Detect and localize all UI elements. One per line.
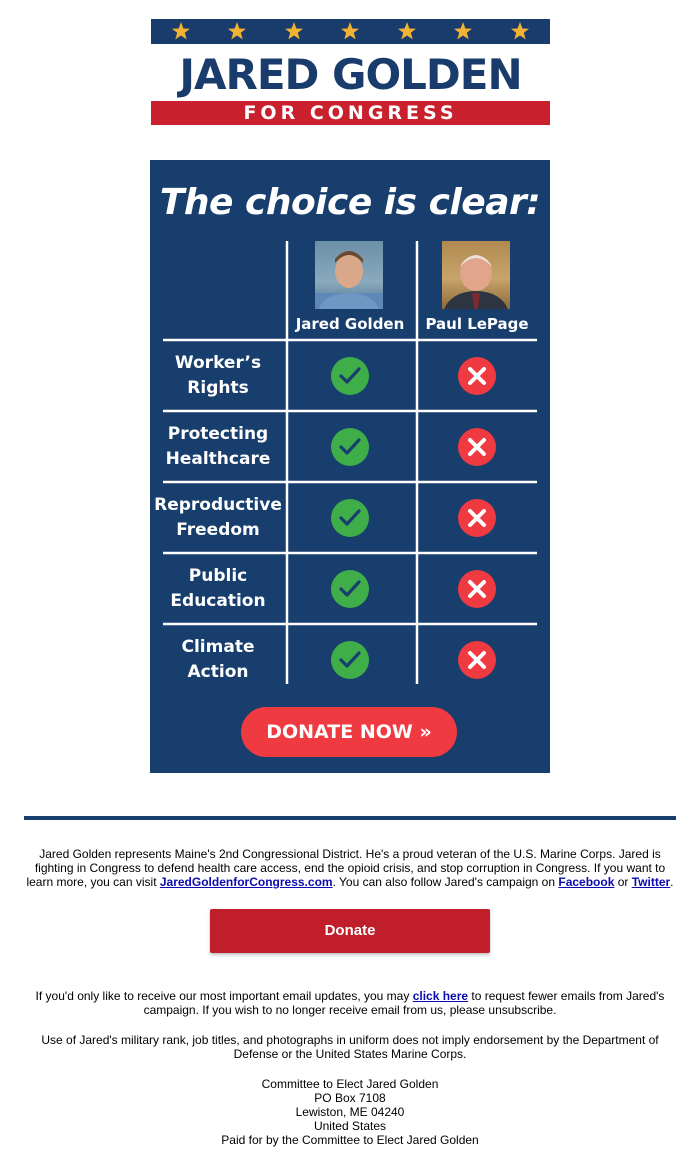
website-link[interactable]: JaredGoldenforCongress.com	[159, 875, 333, 889]
star-icon	[341, 22, 359, 39]
twitter-link[interactable]: Twitter	[631, 875, 671, 889]
about-text: . You can also follow Jared's campaign on	[332, 875, 559, 889]
issue-label-line: Public	[188, 566, 248, 586]
issue-label	[152, 635, 284, 685]
jared-golden-photo	[315, 241, 383, 309]
star-icon	[172, 22, 190, 39]
campaign-logo	[151, 19, 550, 125]
check-badge-icon	[330, 569, 370, 609]
star-icon	[511, 22, 529, 39]
x-circle-icon	[457, 356, 497, 396]
paid-for-by: Paid for by the Committee to Elect Jared Golden	[221, 1133, 479, 1147]
military-disclaimer: Use of Jared's military rank, job titles, and photographs in uniform does not imply endorsement by the Department of Defense or the United States Marine Corps.	[41, 1033, 659, 1061]
issue-label	[152, 351, 284, 401]
check-badge-icon	[330, 498, 370, 538]
issue-label-line: Healthcare	[165, 449, 271, 469]
about-text: .	[670, 875, 674, 889]
stars-row-icon	[151, 19, 550, 44]
issue-label-line: Worker’s	[174, 353, 262, 373]
check-badge-icon	[330, 640, 370, 680]
donate-button[interactable]: Donate	[210, 909, 490, 953]
x-circle-icon	[457, 427, 497, 467]
check-badge-icon	[330, 427, 370, 467]
issue-label-line: Freedom	[176, 520, 260, 540]
fewer-emails-text: If you'd only like to receive our most important email updates, you may	[35, 989, 413, 1003]
star-icon	[285, 22, 303, 39]
fewer-emails-paragraph	[22, 989, 678, 1017]
facebook-link[interactable]: Facebook	[558, 875, 615, 889]
x-circle-icon	[457, 640, 497, 680]
issue-label-line: Action	[187, 662, 249, 682]
graphic-headline: The choice is clear:	[159, 182, 541, 223]
issue-label-line: Protecting	[167, 424, 269, 444]
check-badge-icon	[330, 356, 370, 396]
mailing-address	[22, 1077, 678, 1147]
fewer-emails-link[interactable]: click here	[412, 989, 469, 1003]
star-icon	[454, 22, 472, 39]
issue-label	[152, 422, 284, 472]
about-text: Jared Golden represents Maine's 2nd Congressional District. He's a proud veteran of the U.S. Marine Corps. Jared is fighting in Congress to defend health care access, end the opioid crisis, and stop corruption in Congress. If you want to learn more, you can visit	[26, 847, 666, 889]
logo-stars-band	[151, 19, 550, 44]
issue-label-line: Reproductive	[154, 495, 282, 515]
paul-lepage-photo	[442, 241, 510, 309]
issue-label	[152, 564, 284, 614]
address-line: Committee to Elect Jared Golden	[261, 1077, 439, 1091]
address-line: PO Box 7108	[314, 1091, 386, 1105]
fewer-emails-text: to request fewer emails from Jared's campaign. If you wish to no longer receive email from us, please unsubscribe.	[143, 989, 665, 1017]
x-circle-icon	[457, 498, 497, 538]
issue-label-line: Education	[170, 591, 266, 611]
section-divider	[24, 816, 676, 820]
address-line: Lewiston, ME 04240	[295, 1105, 405, 1119]
about-text: or	[614, 875, 632, 889]
star-icon	[398, 22, 416, 39]
address-line: United States	[313, 1119, 387, 1133]
donate-now-button[interactable]: DONATE NOW »	[241, 707, 457, 757]
about-paragraph	[22, 847, 678, 889]
logo-subtitle: FOR CONGRESS	[151, 101, 550, 125]
comparison-graphic	[150, 160, 550, 773]
star-icon	[228, 22, 246, 39]
x-circle-icon	[457, 569, 497, 609]
issue-label-line: Rights	[187, 378, 249, 398]
issue-label-line: Climate	[181, 637, 255, 657]
candidate-name-lepage: Paul LePage	[425, 315, 529, 333]
issue-label	[152, 493, 284, 543]
candidate-name-golden: Jared Golden	[295, 315, 405, 333]
logo-name: JARED GOLDEN	[179, 50, 522, 99]
